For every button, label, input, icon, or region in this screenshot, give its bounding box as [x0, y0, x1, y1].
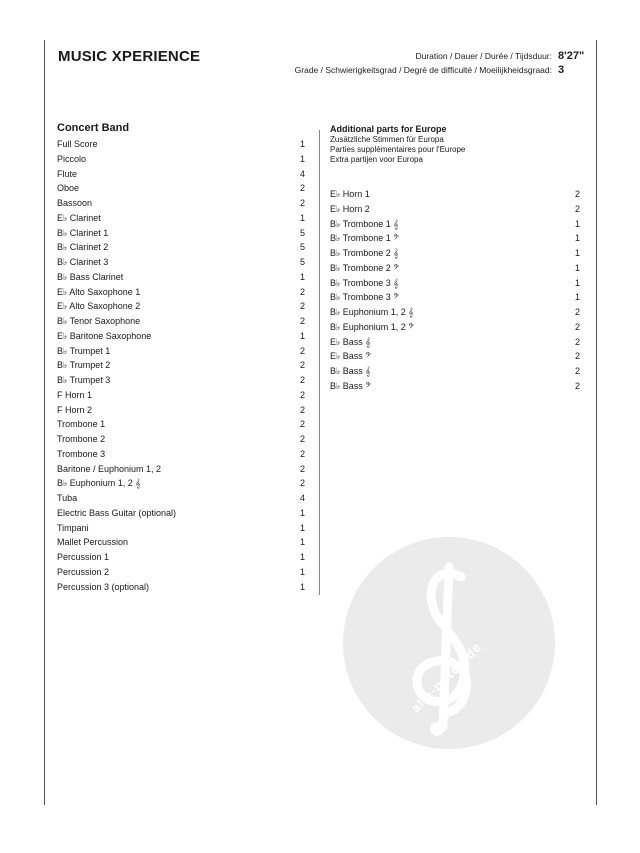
part-name: B♭ Trombone 1 𝄞	[330, 218, 399, 229]
part-row	[330, 187, 580, 202]
part-row	[57, 344, 305, 359]
part-row	[57, 226, 305, 241]
part-quantity: 2	[299, 301, 305, 312]
part-quantity: 4	[299, 168, 305, 179]
part-quantity: 1	[299, 507, 305, 518]
part-name: B♭ Clarinet 1	[57, 227, 109, 238]
page-title: MUSIC XPERIENCE	[58, 48, 201, 65]
part-quantity: 2	[574, 321, 580, 332]
part-quantity: 2	[299, 316, 305, 326]
part-row	[330, 202, 580, 217]
part-name: Trombone 1	[57, 419, 106, 430]
part-row	[57, 462, 305, 477]
part-name: E♭ Alto Saxophone 1	[57, 286, 141, 297]
part-row	[330, 261, 580, 276]
part-row	[330, 320, 580, 335]
duration-label: Duration / Dauer / Durée / Tijdsduur:	[415, 51, 552, 61]
concert-band-section	[57, 122, 305, 594]
part-quantity: 2	[299, 404, 305, 415]
part-row	[57, 152, 305, 167]
part-quantity: 2	[299, 345, 305, 356]
part-row	[57, 211, 305, 226]
right-border-line	[596, 40, 597, 805]
part-row	[57, 506, 305, 521]
part-quantity: 1	[574, 277, 580, 288]
part-row	[330, 276, 580, 291]
part-quantity: 2	[574, 336, 580, 347]
part-quantity: 1	[574, 233, 580, 244]
part-quantity: 1	[299, 330, 305, 341]
part-quantity: 1	[299, 139, 305, 149]
part-quantity: 2	[299, 448, 305, 459]
part-name: B♭ Bass 𝄞	[330, 366, 371, 376]
part-row	[330, 290, 580, 305]
part-quantity: 2	[299, 434, 305, 444]
watermark-text: alle-noten.de	[408, 639, 485, 716]
left-border-line	[44, 40, 45, 805]
part-name: E♭ Horn 1	[330, 189, 370, 199]
part-name: Trombone 3	[57, 448, 106, 459]
part-row	[57, 388, 305, 403]
part-quantity: 1	[574, 218, 580, 229]
part-row	[57, 535, 305, 550]
part-row	[57, 329, 305, 344]
part-name: B♭ Bass Clarinet	[57, 271, 124, 282]
part-name: Timpani	[57, 522, 89, 533]
part-quantity: 2	[299, 463, 305, 474]
part-quantity: 2	[574, 366, 580, 376]
part-row	[330, 246, 580, 261]
europe-subheading-fr: Parties supplémentaires pour l'Europe	[330, 145, 466, 154]
part-name: B♭ Trombone 1 𝄢	[330, 233, 400, 244]
part-name: E♭ Bass 𝄢	[330, 351, 372, 362]
part-row	[57, 137, 305, 152]
part-row	[57, 240, 305, 255]
part-quantity: 5	[299, 257, 305, 267]
part-name: B♭ Clarinet 2	[57, 242, 109, 253]
part-quantity: 4	[299, 493, 305, 503]
part-name: E♭ Alto Saxophone 2	[57, 301, 141, 312]
part-name: B♭ Euphonium 1, 2 𝄢	[330, 321, 415, 332]
part-name: Piccolo	[57, 153, 87, 164]
part-row	[57, 432, 305, 447]
part-quantity: 2	[299, 183, 305, 194]
part-quantity: 2	[299, 419, 305, 430]
part-row	[330, 364, 580, 379]
part-row	[57, 373, 305, 388]
part-name: E♭ Baritone Saxophone	[57, 330, 152, 341]
part-name: E♭ Bass 𝄞	[330, 336, 371, 347]
part-row	[57, 196, 305, 211]
grade-value: 3	[558, 64, 565, 76]
part-row	[57, 181, 305, 196]
part-quantity: 2	[299, 478, 305, 489]
part-row	[57, 550, 305, 565]
part-quantity: 1	[299, 566, 305, 577]
part-row	[330, 349, 580, 364]
part-name: B♭ Trombone 2 𝄞	[330, 248, 399, 258]
part-quantity: 1	[299, 153, 305, 164]
part-name: B♭ Euphonium 1, 2 𝄞	[330, 307, 414, 317]
part-row	[57, 255, 305, 270]
duration-value: 8'27"	[558, 50, 585, 62]
part-name: B♭ Trombone 3 𝄞	[330, 277, 399, 288]
part-name: B♭ Trombone 3 𝄢	[330, 292, 400, 303]
part-name: F Horn 2	[57, 404, 93, 415]
part-quantity: 1	[299, 212, 305, 223]
part-quantity: 2	[299, 286, 305, 297]
part-quantity: 1	[299, 581, 305, 592]
europe-parts-list	[330, 187, 580, 394]
grade-label: Grade / Schwierigkeitsgrad / Degré de difficulté / Moeilijkheidsgraad:	[294, 65, 552, 75]
part-name: Tuba	[57, 493, 78, 503]
part-quantity: 1	[574, 248, 580, 258]
part-quantity: 1	[574, 292, 580, 303]
part-row	[57, 491, 305, 506]
part-name: Baritone / Euphonium 1, 2	[57, 463, 162, 474]
part-name: B♭ Tenor Saxophone	[57, 316, 141, 326]
concert-band-parts-list	[57, 137, 305, 594]
part-name: B♭ Trumpet 3	[57, 375, 111, 385]
part-name: E♭ Horn 2	[330, 203, 370, 214]
part-quantity: 2	[574, 189, 580, 199]
part-quantity: 2	[299, 375, 305, 385]
europe-section	[330, 124, 580, 394]
part-name: Trombone 2	[57, 434, 106, 444]
part-row	[57, 476, 305, 491]
part-quantity: 2	[299, 198, 305, 208]
part-row	[57, 167, 305, 182]
part-name: Percussion 3 (optional)	[57, 581, 150, 592]
part-name: B♭ Clarinet 3	[57, 257, 109, 267]
part-quantity: 1	[299, 552, 305, 562]
part-row	[57, 314, 305, 329]
part-name: Electric Bass Guitar (optional)	[57, 507, 177, 518]
part-row	[57, 358, 305, 373]
watermark-logo	[343, 537, 555, 749]
part-quantity: 2	[299, 389, 305, 400]
part-name: Oboe	[57, 183, 80, 194]
part-quantity: 1	[299, 271, 305, 282]
part-row	[330, 217, 580, 232]
europe-spacer	[330, 165, 580, 187]
europe-subheading-nl: Extra partijen voor Europa	[330, 155, 423, 164]
part-row	[57, 270, 305, 285]
part-row	[330, 231, 580, 246]
part-quantity: 5	[299, 227, 305, 238]
part-name: B♭ Euphonium 1, 2 𝄞	[57, 478, 141, 489]
part-row	[57, 447, 305, 462]
europe-subheading-de: Zusätzliche Stimmen für Europa	[330, 135, 444, 144]
part-name: B♭ Trombone 2 𝄢	[330, 262, 400, 273]
part-row	[57, 417, 305, 432]
column-divider	[319, 130, 320, 595]
part-row	[57, 299, 305, 314]
part-row	[330, 335, 580, 350]
part-row	[330, 305, 580, 320]
europe-heading: Additional parts for Europe	[330, 124, 447, 134]
part-quantity: 2	[574, 307, 580, 317]
part-row	[57, 285, 305, 300]
part-name: Percussion 2	[57, 566, 110, 577]
part-quantity: 2	[574, 203, 580, 214]
part-name: B♭ Trumpet 2	[57, 360, 111, 371]
part-quantity: 2	[299, 360, 305, 371]
part-name: Bassoon	[57, 198, 93, 208]
part-name: Mallet Percussion	[57, 537, 129, 548]
concert-band-heading: Concert Band	[57, 122, 130, 134]
part-row	[57, 580, 305, 595]
part-quantity: 2	[574, 351, 580, 362]
part-name: Full Score	[57, 139, 98, 149]
part-row	[57, 565, 305, 580]
grade-line	[295, 64, 584, 76]
part-quantity: 5	[299, 242, 305, 253]
part-name: B♭ Bass 𝄢	[330, 380, 372, 391]
part-quantity: 1	[299, 522, 305, 533]
part-row	[330, 379, 580, 394]
duration-line	[415, 50, 584, 62]
part-name: B♭ Trumpet 1	[57, 345, 111, 356]
part-name: F Horn 1	[57, 389, 93, 400]
part-name: E♭ Clarinet	[57, 212, 101, 223]
part-row	[57, 403, 305, 418]
part-quantity: 1	[299, 537, 305, 548]
part-quantity: 1	[574, 262, 580, 273]
part-name: Flute	[57, 168, 78, 179]
part-name: Percussion 1	[57, 552, 110, 562]
part-quantity: 2	[574, 380, 580, 391]
part-row	[57, 521, 305, 536]
